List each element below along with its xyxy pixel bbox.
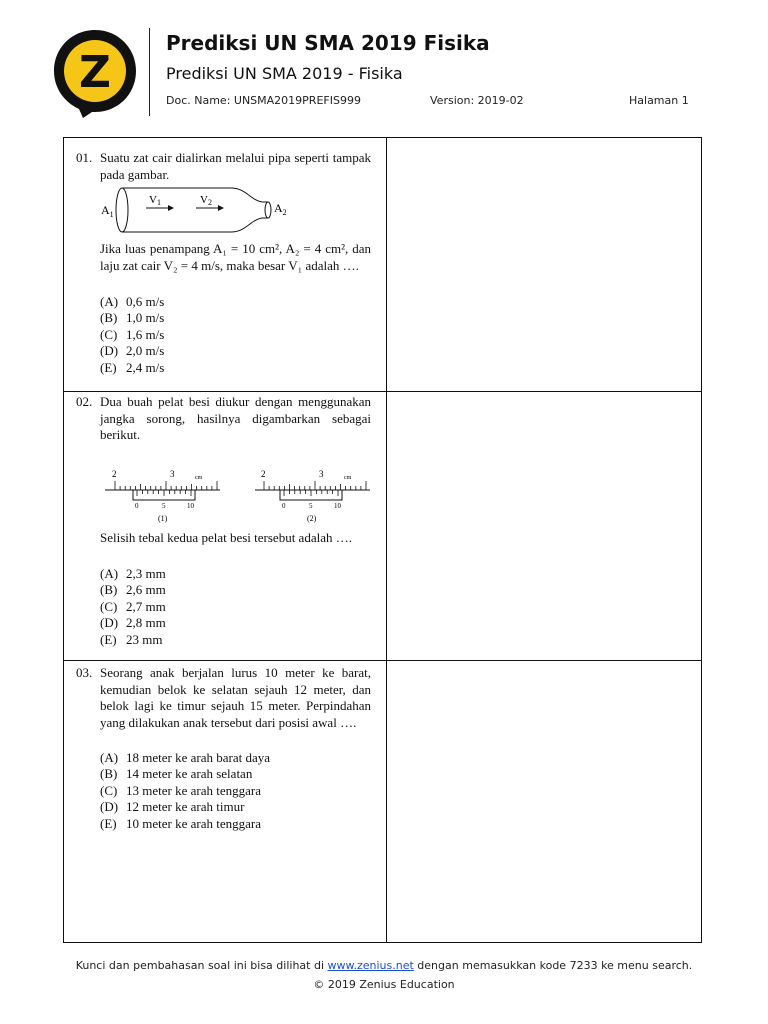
option: [100, 599, 166, 615]
svg-text:10: 10: [334, 502, 341, 510]
footer-note: [0, 959, 768, 972]
zenius-link[interactable]: www.zenius.net: [327, 959, 414, 972]
option-text: 2,8 mm: [126, 615, 166, 631]
question-text: Jika luas penampang A₁ = 10 cm², A₂ = 4 cm², dan laju zat cair V₂ = 4 m/s, maka besar V₁ adalah ….: [100, 241, 371, 273]
svg-text:3: 3: [319, 469, 324, 479]
svg-text:2: 2: [112, 469, 117, 479]
answer-options: [100, 294, 164, 376]
option-label: (A): [100, 750, 119, 765]
option-text: 18 meter ke arah barat daya: [126, 750, 271, 765]
option-text: 13 meter ke arah tenggara: [126, 782, 261, 798]
option: [100, 750, 270, 766]
option-label: (C): [100, 782, 118, 798]
option-label: (D): [100, 799, 119, 815]
question-number: 01.: [76, 150, 93, 165]
svg-text:(1): (1): [158, 514, 168, 523]
svg-text:(2): (2): [307, 514, 317, 523]
option: [100, 766, 270, 782]
option-text: 12 meter ke arah timur: [126, 799, 245, 815]
option: [100, 566, 166, 582]
option: [100, 294, 164, 310]
option-label: (E): [100, 815, 117, 831]
option: [100, 783, 270, 799]
option-label: (A): [100, 566, 119, 581]
svg-text:cm: cm: [195, 475, 203, 481]
option: [100, 310, 164, 326]
svg-text:3: 3: [170, 469, 175, 479]
option-label: (B): [100, 766, 118, 782]
svg-text:V2: V2: [200, 194, 212, 207]
option-label: (A): [100, 294, 119, 309]
svg-text:10: 10: [187, 502, 194, 510]
footer-text: Kunci dan pembahasan soal ini bisa dilihat di: [75, 959, 328, 972]
option-text: 0,6 m/s: [126, 294, 165, 309]
page-number: Halaman 1: [629, 94, 689, 107]
option: [100, 799, 270, 815]
row-divider: [63, 391, 702, 392]
column-divider: [386, 137, 387, 943]
option: [100, 360, 164, 376]
question-number: 03.: [76, 665, 93, 680]
svg-text:5: 5: [309, 502, 313, 510]
question-text: Seorang anak berjalan lurus 10 meter ke barat, kemudian belok ke selatan sejauh 12 meter, dan belok lagi ke timur sejauh 15 meter. Perpindahan yang dilakukan anak tersebut dari posisi awal ….: [100, 665, 371, 730]
option-label: (C): [100, 598, 118, 614]
question-number: 02.: [76, 394, 93, 409]
option: [100, 632, 166, 648]
option-label: (B): [100, 310, 118, 326]
option-label: (B): [100, 582, 118, 598]
header-divider: [149, 28, 150, 116]
copyright: © 2019 Zenius Education: [313, 978, 455, 991]
option: [100, 615, 166, 631]
option: [100, 582, 166, 598]
option-text: 2,3 mm: [126, 566, 166, 581]
logo-letter: Z: [79, 47, 111, 98]
footer-text: dengan memasukkan kode 7233 ke menu search.: [413, 959, 693, 972]
svg-text:0: 0: [282, 502, 286, 510]
option-text: 2,7 mm: [126, 598, 166, 614]
option-text: 14 meter ke arah selatan: [126, 766, 253, 782]
option-label: (E): [100, 359, 117, 375]
option: [100, 327, 164, 343]
option: [100, 816, 270, 832]
svg-text:A1: $A_1$: [101, 203, 114, 219]
doc-name: Doc. Name: UNSMA2019PREFIS999: [166, 94, 361, 107]
svg-text:0: 0: [135, 502, 139, 510]
zenius-logo: [52, 28, 138, 120]
answer-options: [100, 750, 270, 832]
option-label: (C): [100, 326, 118, 342]
option-label: (D): [100, 615, 119, 631]
option-label: (E): [100, 631, 117, 647]
option-text: 2,4 m/s: [126, 359, 165, 375]
option-text: 10 meter ke arah tenggara: [126, 815, 261, 831]
option-label: (D): [100, 343, 119, 359]
doc-version: Version: 2019-02: [430, 94, 524, 107]
question-text: Suatu zat cair dialirkan melalui pipa seperti tampak pada gambar.: [100, 150, 371, 182]
answer-options: [100, 566, 166, 648]
svg-text:2: 2: [261, 469, 266, 479]
option-text: 23 mm: [126, 631, 163, 647]
row-divider: [63, 660, 702, 661]
option-text: 1,0 m/s: [126, 310, 165, 326]
svg-text:5: 5: [162, 502, 166, 510]
question-text: Selisih tebal kedua pelat besi tersebut adalah ….: [100, 530, 352, 545]
svg-text:cm: cm: [344, 475, 352, 481]
option-text: 1,6 m/s: [126, 326, 165, 342]
option: [100, 343, 164, 359]
caliper-figure: [100, 465, 375, 527]
document-subtitle: Prediksi UN SMA 2019 - Fisika: [166, 64, 403, 83]
document-title: Prediksi UN SMA 2019 Fisika: [166, 31, 490, 55]
pipe-figure: [96, 184, 296, 236]
option-text: 2,6 mm: [126, 582, 166, 598]
svg-text:A2: $A_2$: [274, 201, 287, 217]
option-text: 2,0 m/s: [126, 343, 165, 359]
svg-text:V1: V1: [149, 194, 161, 207]
question-text: Dua buah pelat besi diukur dengan menggunakan jangka sorong, hasilnya digambarkan sebagai berikut.: [100, 394, 371, 442]
